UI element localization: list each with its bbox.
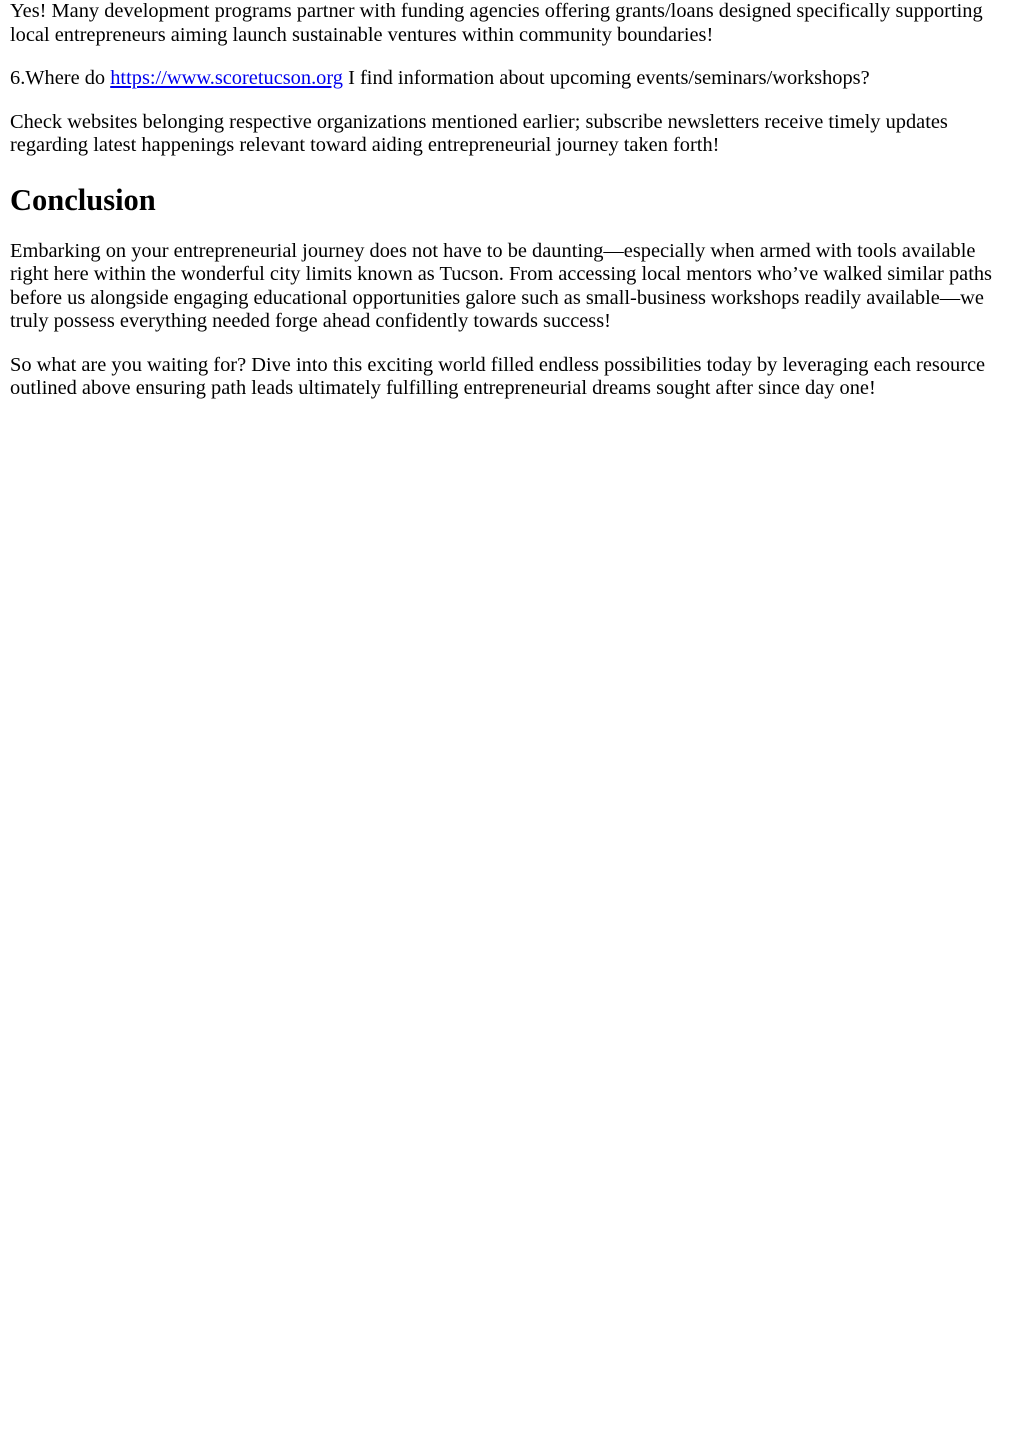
question-suffix: I find information about upcoming events/seminars/workshops? [343,67,870,89]
funding-paragraph: Yes! Many development programs partner with funding agencies offering grants/loans designed specifically supporting local entrepreneurs aiming launch sustainable ventures within community boundaries! [10,0,983,46]
article-body [0,0,1024,401]
faq-question-6 [10,67,1014,91]
conclusion-paragraph-2: So what are you waiting for? Dive into this exciting world filled endless possibilities today by leveraging each resource outlined above ensuring path leads ultimately fulfilling entrepreneurial dreams sought after since day one! [10,353,986,399]
conclusion-paragraph-1: Embarking on your entrepreneurial journey does not have to be daunting—especially when armed with tools available right here within the wonderful city limits known as Tucson. From accessing local mentors who’ve walked similar paths before us alongside engaging educational opportunities galore such as small-business workshops readily available—we truly possess everything needed forge ahead confidently towards success! [10,239,992,332]
question-prefix: 6.Where do [10,67,111,89]
check-websites-paragraph: Check websites belonging respective organizations mentioned earlier; subscribe newsletters receive timely updates regarding latest happenings relevant toward aiding entrepreneurial journey taken forth! [10,110,948,156]
conclusion-heading: Conclusion [10,182,156,217]
scoretucson-link[interactable]: https://www.scoretucson.org [110,67,343,89]
